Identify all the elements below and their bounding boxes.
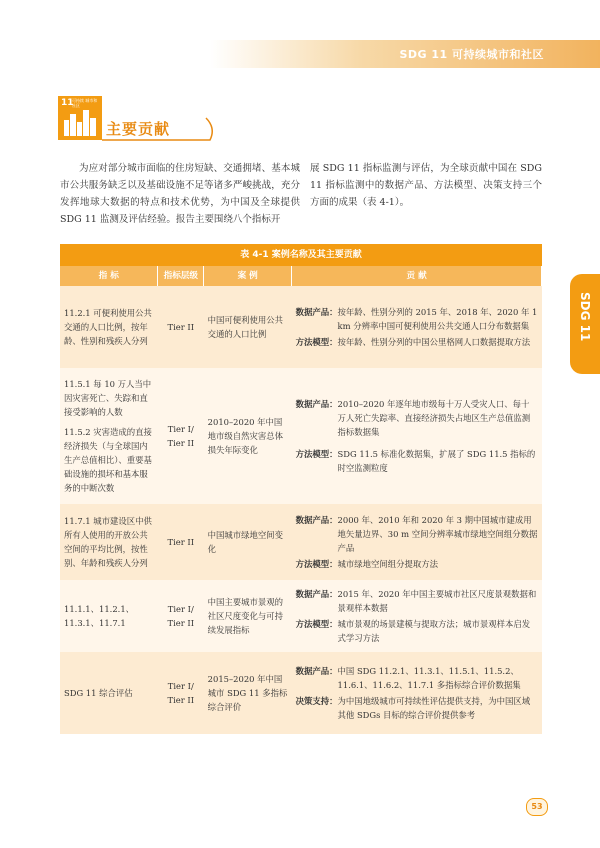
tier-cell: Tier II <box>158 286 204 368</box>
case-cell: 中国可便利使用公共交通的人口比例 <box>204 286 292 368</box>
contribution-text: 城市景观的场景建模与提取方法；城市景观样本启发式学习方法 <box>337 619 531 643</box>
section-title: 主要贡献 <box>106 120 171 138</box>
contribution-label: 方法模型： <box>295 619 338 629</box>
table-row <box>60 368 542 504</box>
table-row <box>60 286 542 368</box>
side-chapter-tab <box>570 274 600 374</box>
contribution-label: 数据产品： <box>295 666 338 676</box>
contribution-text: 2000 年、2010 年和 2020 年 3 期中国城市建成用地矢量边界、30 m 空间分辨率城市绿地空间组分数据产品 <box>337 515 538 553</box>
contribution-cell <box>292 368 542 504</box>
contribution-text: 为中国地级城市可持续性评估提供支持，为中国区域其他 SDGs 目标的综合评价提供参考 <box>337 696 531 720</box>
table-row <box>60 652 542 734</box>
intro-paragraph-right: 展 SDG 11 指标监测与评估，为全球贡献中国在 SDG 11 指标监测中的数据产品、方法模型、决策支持三个方面的成果（表 4-1）。 <box>310 163 542 208</box>
indicator-cell: 11.5.1 每 10 万人当中因灾害死亡、失踪和直接受影响的人数 11.5.2 灾害造成的直接经济损失（与全球国内生产总值相比）、重要基础设施的损坏和基本服务的中断次数 <box>60 368 158 504</box>
running-header-title: SDG 11 可持续城市和社区 <box>399 48 544 61</box>
table-row <box>60 580 542 652</box>
sdg-11-icon <box>58 96 102 140</box>
contribution-label: 方法模型： <box>295 337 338 347</box>
table-caption: 表 4-1 案例名称及其主要贡献 <box>60 244 542 266</box>
tier-cell: Tier I/ Tier II <box>158 652 204 734</box>
contribution-label: 决策支持： <box>295 696 338 706</box>
contribution-text: 按年龄、性别分列的中国公里格网人口数据提取方法 <box>337 337 531 347</box>
indicator-cell: 11.7.1 城市建设区中供所有人使用的开放公共空间的平均比例，按性别、年龄和残疾人分列 <box>60 504 158 580</box>
case-cell: 2010–2020 年中国地市级自然灾害总体损失年际变化 <box>204 368 292 504</box>
header-case: 案 例 <box>204 266 292 286</box>
city-buildings-icon <box>58 96 102 140</box>
indicator-cell: 11.2.1 可便利使用公共交通的人口比例，按年龄、性别和残疾人分列 <box>60 286 158 368</box>
table-row <box>60 504 542 580</box>
case-cell: 2015–2020 年中国城市 SDG 11 多指标综合评价 <box>204 652 292 734</box>
contribution-label: 方法模型： <box>295 559 338 569</box>
contribution-label: 方法模型： <box>295 449 338 459</box>
intro-paragraph-left: 为应对部分城市面临的住房短缺、交通拥堵、基本城市公共服务缺乏以及基础设施不足等诸多严峻挑战，充分发挥地球大数据的特点和技术优势，为中国及全球提供 SDG 11 监测及评估经验。报告主要围绕八个指标开 <box>60 163 300 225</box>
header-contribution: 贡 献 <box>292 266 542 286</box>
tier-cell: Tier II <box>158 504 204 580</box>
contribution-text: 2015 年、2020 年中国主要城市社区尺度景观数据和景观样本数据 <box>337 589 537 613</box>
contribution-table <box>60 244 542 734</box>
contribution-label: 数据产品： <box>295 307 338 317</box>
tier-cell: Tier I/ Tier II <box>158 580 204 652</box>
contribution-text: 城市绿地空间组分提取方法 <box>337 559 439 569</box>
contribution-cell <box>292 580 542 652</box>
contribution-label: 数据产品： <box>295 515 338 525</box>
header-tier: 指标层级 <box>158 266 204 286</box>
contribution-text: SDG 11.5 标准化数据集，扩展了 SDG 11.5 指标的时空监测粒度 <box>337 449 536 473</box>
case-cell: 中国城市绿地空间变化 <box>204 504 292 580</box>
contribution-cell <box>292 504 542 580</box>
case-cell: 中国主要城市景观的社区尺度变化与可持续发展指标 <box>204 580 292 652</box>
contribution-cell <box>292 652 542 734</box>
table-header-row <box>60 266 542 286</box>
contribution-text: 中国 SDG 11.2.1、11.3.1、11.5.1、11.5.2、11.6.1、11.6.2、11.7.1 多指标综合评价数据集 <box>337 666 521 690</box>
sdg-icon-number: 11 <box>61 98 74 108</box>
side-tab-label: SDG 11 <box>578 292 592 342</box>
indicator-cell: 11.1.1、11.2.1、11.3.1、11.7.1 <box>60 580 158 652</box>
contribution-cell <box>292 286 542 368</box>
indicator-cell: SDG 11 综合评估 <box>60 652 158 734</box>
page-number: 53 <box>526 798 548 816</box>
header-indicator: 指 标 <box>60 266 158 286</box>
contribution-text: 2010–2020 年逐年地市级每十万人受灾人口、每十万人死亡失踪率、直接经济损失占地区生产总值监测指标数据集 <box>337 399 531 437</box>
contribution-label: 数据产品： <box>295 589 338 599</box>
contribution-text: 按年龄、性别分列的 2015 年、2018 年、2020 年 1 km 分辨率中国可便利使用公共交通人口分布数据集 <box>337 307 538 331</box>
tier-cell: Tier I/ Tier II <box>158 368 204 504</box>
sdg-icon-caption: 可持续 城市和社区 <box>72 98 98 108</box>
contribution-label: 数据产品： <box>295 399 338 409</box>
